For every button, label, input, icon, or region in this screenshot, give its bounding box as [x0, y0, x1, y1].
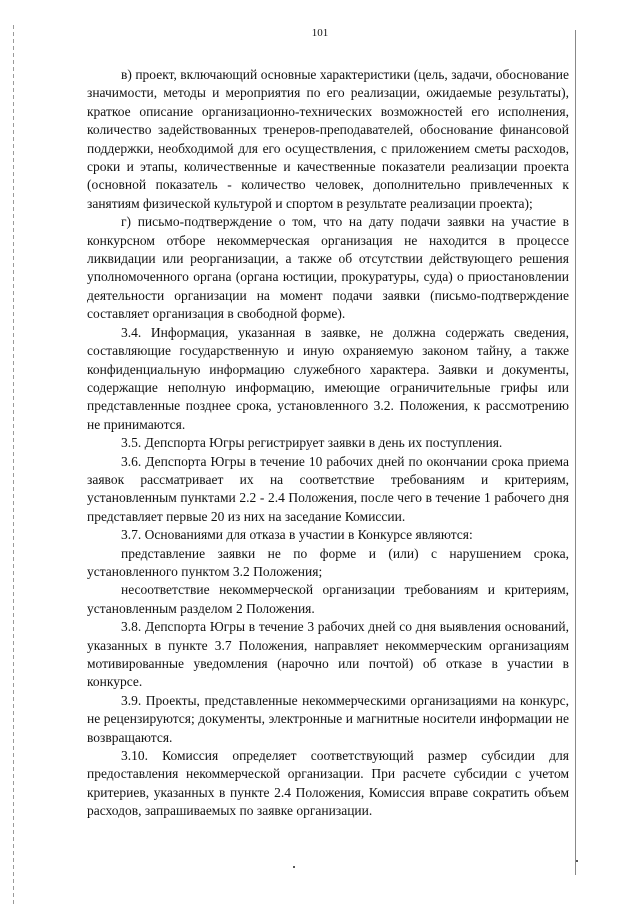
paragraph-3-6: 3.6. Депспорта Югры в течение 10 рабочих дней по окончании срока приема заявок рассматривает их на соответствие требованиям и критериям, установленным пунктами 2.2 - 2.4 Положения, после чего в течение 1 рабочего дня представляет первые 20 из них на заседание Комиссии.	[87, 453, 569, 524]
scan-speck	[576, 860, 578, 862]
paragraph-3-9: 3.9. Проекты, представленные некоммерческими организациями на конкурс, не рецензируются; документы, электронные и магнитные носители информации не возвращаются.	[87, 692, 569, 745]
paragraph-3-4: 3.4. Информация, указанная в заявке, не должна содержать сведения, составляющие государственную и иную охраняемую законом тайну, а также конфиденциальную информацию служебного характера. Заявки и документы, содержащие неполную информацию, имеющие ограничительные грифы или представленные позднее срока, установленного 3.2. Положения, к рассмотрению не принимаются.	[87, 324, 569, 432]
scan-speck	[293, 866, 295, 868]
page-number: 101	[311, 27, 329, 39]
paragraph-3-8: 3.8. Депспорта Югры в течение 3 рабочих дней со дня выявления оснований, указанных в пункте 3.7 Положения, направляет некоммерческим организациям мотивированные уведомления (нарочно или почтой) об отказе в участии в конкурсе.	[87, 619, 569, 690]
scan-left-edge	[13, 25, 14, 905]
scan-right-edge	[575, 30, 576, 875]
paragraph-3-5: 3.5. Депспорта Югры регистрирует заявки в день их поступления.	[121, 435, 503, 451]
document-body	[87, 66, 569, 821]
paragraph-3-7: 3.7. Основаниями для отказа в участии в Конкурсе являются:	[121, 527, 473, 543]
paragraph-3-7-item-2: несоответствие некоммерческой организации требованиям и критериям, установленным разделом 2 Положения.	[87, 582, 569, 616]
paragraph-g: г) письмо-подтверждение о том, что на дату подачи заявки на участие в конкурсном отборе некоммерческая организация не находится в процессе ликвидации или реорганизации, а также об отсутствии действующего решения уполномоченного органа (органа юстиции, прокуратуры, суда) о приостановлении деятельности организации на момент подачи заявки (письмо-подтверждение составляет организация в свободной форме).	[87, 214, 569, 322]
paragraph-v: в) проект, включающий основные характеристики (цель, задачи, обоснование значимости, методы и мероприятия по его реализации, ожидаемые результаты), краткое описание организационно-технических возможностей его исполнения, количество задействованных тренеров-преподавателей, обоснование финансовой поддержки, необходимой для его осуществления, с приложением сметы расходов, сроки и этапы, количественные и качественные показатели реализации проекта (основной показатель - количество человек, дополнительно привлеченных к занятиям физической культурой и спортом в результате реализации проекта);	[87, 67, 569, 211]
paragraph-3-7-item-1: представление заявки не по форме и (или) с нарушением срока, установленного пунктом 3.2 Положения;	[87, 545, 569, 579]
paragraph-3-10: 3.10. Комиссия определяет соответствующий размер субсидии для предоставления некоммерческой организации. При расчете субсидии с учетом критериев, указанных в пункте 2.4 Положения, Комиссия вправе сократить объем расходов, запрашиваемых по заявке организации.	[87, 748, 569, 819]
